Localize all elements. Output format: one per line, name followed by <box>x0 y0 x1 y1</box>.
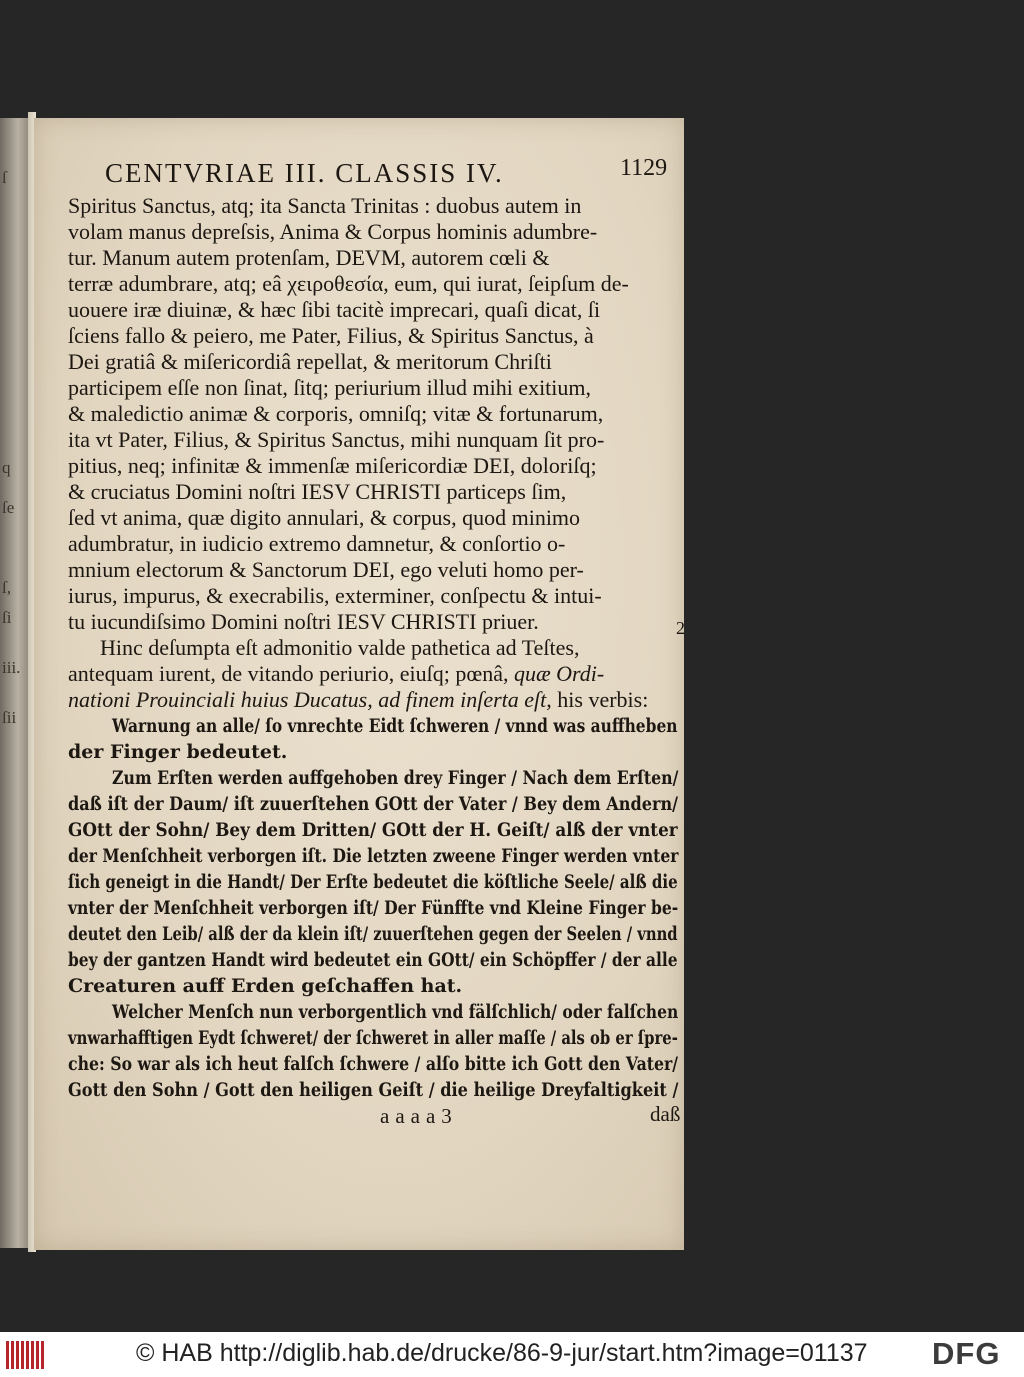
text-line <box>68 661 604 687</box>
fraktur-line: vnter der Menſchheit verborgen iſt/ Der Fünffte vnd Kleine Finger be- <box>68 897 679 919</box>
signature-mark: aaaa3 <box>380 1104 458 1128</box>
text-line: pitius, neq; infinitæ & immenſæ miſericordiæ DEI, doloriſq; <box>68 453 597 478</box>
italic-segment: quæ Ordi- <box>513 661 605 686</box>
text-line: Spiritus Sanctus, atq; ita Sancta Trinitas : duobus autem in <box>68 193 582 218</box>
fraktur-line: deutet den Leib/ alß der da klein iſt/ zuuerſtehen gegen der Seelen / vnnd <box>68 923 678 945</box>
text-line: participem eſſe non ſinat, ſitq; periurium illud mihi exitium, <box>68 375 592 400</box>
catchword: daß <box>650 1102 681 1126</box>
fraktur-line: Creaturen auff Erden geſchaffen hat. <box>68 975 463 997</box>
fraktur-line: vnwarhafftigen Eydt ſchweret/ der ſchweret in aller maſſe / als ob er ſpre- <box>68 1027 678 1049</box>
text-segment: his verbis: <box>557 687 649 712</box>
margin-number: 2 <box>676 618 685 638</box>
fraktur-line: che: So war als ich heut falſch ſchwere / alſo bitte ich Gott den Vater/ <box>68 1053 679 1075</box>
fraktur-line: bey der gantzen Handt wird bedeutet ein GOtt/ ein Schöpffer / der alle <box>68 949 678 971</box>
text-line: ſed vt anima, quæ digito annulari, & corpus, quod minimo <box>68 505 581 530</box>
text-line: adumbratur, in iudicio extremo damnetur, & conſortio o- <box>68 531 566 556</box>
text-line: tu iucundiſsimo Domini noſtri IESV CHRISTI priuer. <box>68 609 539 634</box>
text-line: Dei gratiâ & miſericordiâ repellat, & meritorum Chriſti <box>68 349 552 374</box>
running-head: CENTVRIAE III. CLASSIS IV. <box>105 158 504 188</box>
footer-bar <box>0 1332 1024 1377</box>
previous-page-edge: ſ q ſe ſ, ſi iii. ſii <box>0 118 30 1248</box>
text-line: ita vt Pater, Filius, & Spiritus Sanctus, mihi nunquam ſit pro- <box>68 427 605 452</box>
folio-number: 1129 <box>620 155 668 181</box>
text-line: mnium electorum & Sanctorum DEI, ego veluti homo per- <box>68 557 584 582</box>
text-line: volam manus depreſsis, Anima & Corpus hominis adumbre- <box>68 219 598 244</box>
text-line: iurus, impurus, & execrabilis, exterminer, conſpectu & intui- <box>68 583 602 608</box>
fraktur-line: Warnung an alle/ ſo vnrechte Eidt ſchweren / vnnd was auffheben <box>112 715 678 737</box>
fraktur-line: der Menſchheit verborgen iſt. Die letzten zweene Finger werden vnter <box>68 845 679 867</box>
fraktur-line: GOtt der Sohn/ Bey dem Dritten/ GOtt der H. Geiſt/ alß der vnter <box>68 819 678 841</box>
text-line: tur. Manum autem protenſam, DEVM, autorem cœli & <box>68 245 550 270</box>
text-line: Hinc deſumpta eſt admonitio valde pathetica ad Teſtes, <box>100 635 580 660</box>
text-line: & maledictio animæ & corporis, omniſq; vitæ & fortunarum, <box>68 401 604 426</box>
text-line: & cruciatus Domini noſtri IESV CHRISTI particeps ſim, <box>68 479 567 504</box>
text-segment: antequam iurent, de vitando periurio, eiuſq; pœnâ, <box>68 661 509 686</box>
fraktur-line: der Finger bedeutet. <box>68 741 288 763</box>
italic-segment: nationi Prouinciali huius Ducatus, ad finem inſerta eſt, <box>68 687 552 712</box>
hab-barcode-logo-icon <box>6 1341 46 1369</box>
dfg-logo: DFG <box>932 1336 1001 1371</box>
fraktur-line: ſich geneigt in die Handt/ Der Erſte bedeutet die köſtliche Seele/ alß die <box>68 871 678 893</box>
text-line: terræ adumbrare, atq; eâ χειροθεσία, eum, qui iurat, ſeipſum de- <box>68 271 629 296</box>
text-line: ſciens fallo & peiero, me Pater, Filius, & Spiritus Sanctus, à <box>68 323 594 348</box>
fraktur-line: Gott den Sohn / Gott den heiligen Geiſt / die heilige Dreyfaltigkeit / <box>68 1079 679 1101</box>
text-line <box>68 687 648 713</box>
text-line: uouere iræ diuinæ, & hæc ſibi tacitè imprecari, quaſi dicat, ſi <box>68 297 601 322</box>
fraktur-line: Welcher Menſch nun verborgentlich vnd fälſchlich/ oder falſchen <box>112 1001 679 1023</box>
copyright-link-text[interactable]: © HAB http://diglib.hab.de/drucke/86-9-jur/start.htm?image=01137 <box>136 1339 868 1367</box>
fraktur-line: Zum Erſten werden auffgehoben drey Finger / Nach dem Erſten/ <box>112 767 679 789</box>
fraktur-line: daß iſt der Daum/ iſt zuuerſtehen GOtt der Vater / Bey dem Andern/ <box>68 793 679 815</box>
